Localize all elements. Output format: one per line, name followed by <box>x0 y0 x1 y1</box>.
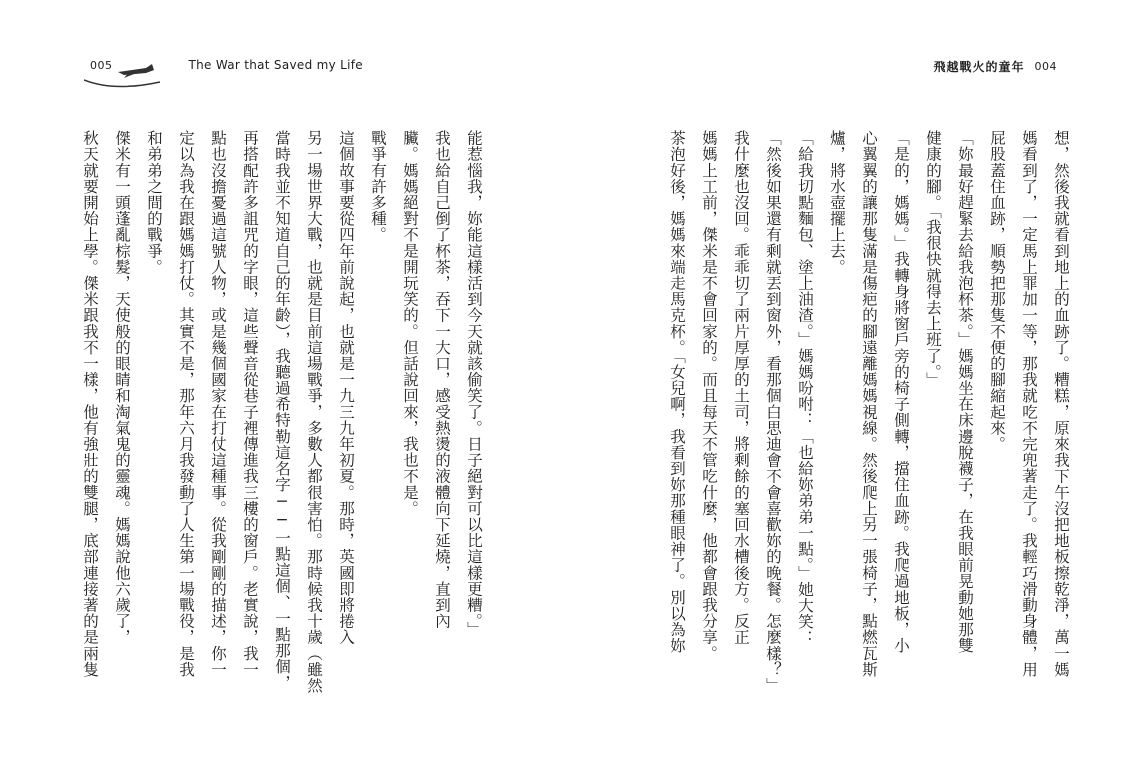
right-page-body <box>647 130 1077 730</box>
text-line: 另一場世界大戰，也就是目前這場戰爭，多數人都很害怕。那時候我十歲（雖然 <box>305 130 323 694</box>
book-title-chinese: 飛越戰火的童年 <box>933 60 1025 74</box>
text-line: 媽媽上工前，傑米是不會回家的。而且每天不管吃什麼，他都會跟我分享。 <box>700 130 718 662</box>
text-line: 能惹惱我，妳能這樣活到今天就該偷笑了。日子絕對可以比這樣更糟。」 <box>465 130 483 638</box>
left-page-header <box>90 58 363 72</box>
right-page-header <box>933 58 1057 75</box>
text-line: 茶泡好後，媽媽來端走馬克杯。「女兒啊，我看到妳那種眼神了。別以為妳 <box>668 130 686 654</box>
text-line: 和弟弟之間的戰爭。 <box>145 130 163 275</box>
text-line: 健康的腳。「我很快就得去上班了。」 <box>924 130 942 389</box>
text-line: 我也給自己倒了杯茶，吞下一大口，感受熱燙的液體向下延燒，直到內 <box>433 130 451 630</box>
text-line: 媽看到了，一定馬上罪加一等，那我就吃不完兜著走了。我輕巧滑動身體，用 <box>1020 130 1038 678</box>
text-line: 點也沒擔憂過這號人物，或是幾個國家在打仗這種事。從我剛剛的描述，你一 <box>209 130 227 678</box>
text-line: 戰爭有許多種。 <box>369 130 387 243</box>
right-page-number: 004 <box>1034 60 1057 73</box>
text-line: 爐，將水壺擺上去。 <box>828 130 846 275</box>
text-line: 「妳最好趕緊去給我泡杯茶。」媽媽坐在床邊脫襪子，在我眼前晃動她那雙 <box>956 130 974 654</box>
text-line: 屁股蓋住血跡，順勢把那隻不便的腳縮起來。 <box>988 130 1006 452</box>
text-line: 再搭配許多詛咒的字眼，這些聲音從巷子裡傳進我三樓的窗戶。老實說，我一 <box>241 130 259 678</box>
left-page-number: 005 <box>90 58 113 72</box>
book-title-english: The War that Saved my Life <box>188 58 363 72</box>
text-line: 秋天就要開始上學。傑米跟我不一樣，他有強壯的雙腿，底部連接著的是兩隻 <box>81 130 99 678</box>
text-line: 「是的，媽媽。」我轉身將窗戶旁的椅子側轉，擋住血跡。我爬過地板，小 <box>892 130 910 654</box>
text-line: 想，然後我就看到地上的血跡了。糟糕，原來我下午沒把地板擦乾淨，萬一媽 <box>1052 130 1070 678</box>
text-line: 當時我並不知道自己的年齡），我聽過希特勒這名字──一點這個、一點那個， <box>273 130 291 691</box>
text-line: 傑米有一頭蓬亂棕髮，天使般的眼睛和淘氣鬼的靈魂。媽媽說他六歲了， <box>113 130 131 646</box>
text-line: 「然後如果還有剩就丟到窗外，看那個白思迪會不會喜歡妳的晚餐。怎麼樣？」 <box>764 130 782 694</box>
left-page-body <box>70 130 490 730</box>
text-line: 心翼翼的讓那隻滿是傷疤的腳遠離媽媽視線。然後爬上另一張椅子，點燃瓦斯 <box>860 130 878 678</box>
text-line: 我什麼也沒回。乖乖切了兩片厚厚的土司，將剩餘的塞回水槽後方。反正 <box>732 130 750 646</box>
text-line: 這個故事要從四年前說起，也就是一九三九年初夏。那時，英國即將捲入 <box>337 130 355 646</box>
text-line: 定以為我在跟媽媽打仗。其實不是，那年六月我發動了人生第一場戰役，是我 <box>177 130 195 678</box>
text-line: 「給我切點麵包、塗上油渣。」媽媽吩咐：「也給妳弟弟一點。」她大笑： <box>796 130 814 646</box>
text-line: 臟。媽媽絕對不是開玩笑的。但話說回來，我也不是。 <box>401 130 419 517</box>
